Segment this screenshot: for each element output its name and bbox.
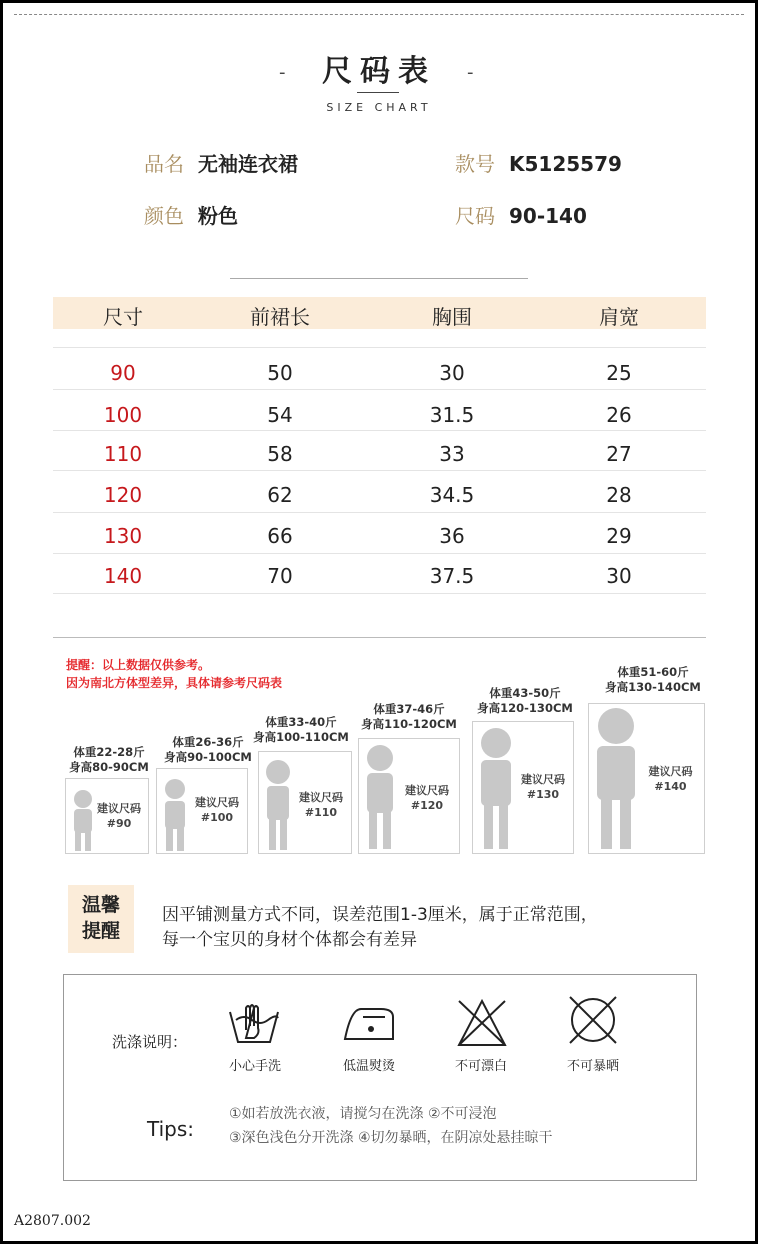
cell-size: 110 [103,442,143,466]
suggest-label: 建议尺码 [97,802,141,815]
row-divider [53,389,706,390]
badge-line-1: 温馨 [81,894,120,916]
child-silhouette-icon [591,706,641,851]
notice-line-2: 因为南北方体型差异，具体请参考尺码表 [66,676,283,690]
section-divider [230,278,528,279]
row-divider [53,470,706,471]
suggest-size: #130 [526,788,560,801]
cell-size: 140 [103,564,143,588]
no-tumble-dry-icon [566,993,620,1047]
row-divider [53,347,706,348]
kid-weight: 体重22-28斤 [73,745,145,759]
kid-weight-height [358,702,460,732]
kid-size-card [358,738,460,854]
style-number [455,148,622,177]
kid-size-card [65,778,149,854]
style-number-label: 款号 [455,152,495,176]
style-number-value: K5125579 [509,152,622,176]
row-divider [53,553,706,554]
kid-weight-height [64,745,154,775]
kid-size-card [156,768,248,854]
kid-weight-height [472,686,578,716]
hand-wash-label: 小心手洗 [228,1059,281,1074]
kid-size-card [588,703,705,854]
child-silhouette-icon [475,726,517,851]
kid-weight-height [160,735,256,765]
kid-size-card [258,751,352,854]
product-name [144,148,298,177]
child-silhouette-icon [261,758,295,852]
cell-size: 100 [103,403,143,427]
kid-size-suggestion [187,795,247,825]
product-name-value: 无袖连衣裙 [198,152,298,176]
warm-tip-text-2: 每一个宝贝的身材个体都会有差异 [162,930,417,950]
title-right-dash: - [467,62,474,83]
header-front-length: 前裙长 [250,305,310,329]
kid-size-suggestion [637,764,704,794]
cell-front-length: 58 [267,442,293,466]
tips-line-2: ③深色浅色分开洗涤 ④切勿暴晒，在阴凉处悬挂晾干 [229,1130,553,1146]
suggest-size: #110 [304,806,338,819]
suggest-label: 建议尺码 [195,796,239,809]
header-size: 尺寸 [103,305,143,329]
warm-tip-badge [68,885,134,953]
suggest-size: #120 [410,799,444,812]
title-row [0,46,758,90]
cell-size: 130 [103,524,143,548]
kid-height: 身高100-110CM [253,730,349,744]
row-divider [53,593,706,594]
suggest-size: #100 [200,811,234,824]
kid-weight: 体重37-46斤 [373,702,445,716]
kid-weight: 体重26-36斤 [172,735,244,749]
kid-height: 身高80-90CM [69,760,149,774]
kid-size-suggestion [90,801,148,831]
kid-height: 身高110-120CM [361,717,457,731]
cell-shoulder: 29 [606,524,632,548]
product-color-value: 粉色 [198,204,238,228]
no-tumble-dry-label: 不可暴晒 [566,1059,619,1074]
kid-weight-height [598,665,708,695]
low-iron-icon [341,1003,397,1043]
suggest-label: 建议尺码 [648,765,693,778]
size-range-label: 尺码 [455,204,495,228]
suggest-label: 建议尺码 [299,791,343,804]
size-range [455,200,587,229]
child-silhouette-icon [361,743,399,851]
page-subtitle: SIZE CHART [326,101,432,114]
badge-line-2: 提醒 [81,920,120,942]
notice-line-1: 提醒：以上数据仅供参考。 [66,658,211,672]
cell-chest: 30 [439,361,465,385]
cell-front-length: 62 [267,483,293,507]
product-color [144,200,238,229]
cell-shoulder: 25 [606,361,632,385]
cell-front-length: 70 [267,564,293,588]
cell-chest: 36 [439,524,465,548]
suggest-label: 建议尺码 [521,773,565,786]
cell-chest: 33 [439,442,465,466]
row-divider [53,430,706,431]
kid-weight-height [250,715,352,745]
suggest-label: 建议尺码 [405,784,449,797]
hand-wash-icon [226,1000,282,1046]
product-code-footer: A2807.002 [14,1213,91,1229]
suggest-size: #140 [654,780,687,793]
header-shoulder: 肩宽 [599,305,639,329]
warm-tip-text-1: 因平铺测量方式不同，误差范围1-3厘米，属于正常范围， [162,905,598,925]
tips-line-1: ①如若放洗衣液，请搅匀在洗涤 ②不可浸泡 [229,1106,497,1122]
kid-size-suggestion [513,772,573,802]
product-color-label: 颜色 [144,204,184,228]
cell-front-length: 54 [267,403,293,427]
kid-size-suggestion [291,790,351,820]
tips-title: Tips: [147,1117,195,1141]
header-chest: 胸围 [432,305,472,329]
kid-height: 身高130-140CM [605,680,701,694]
no-bleach-icon [455,997,509,1049]
kid-height: 身高120-130CM [477,701,573,715]
suggest-size: #90 [106,817,132,830]
cell-front-length: 66 [267,524,293,548]
cell-shoulder: 26 [606,403,632,427]
title-left-dash: - [279,62,286,83]
kid-height: 身高90-100CM [164,750,252,764]
cell-shoulder: 28 [606,483,632,507]
cell-shoulder: 27 [606,442,632,466]
cell-front-length: 50 [267,361,293,385]
no-bleach-label: 不可漂白 [454,1059,507,1074]
wash-title: 洗涤说明： [112,1033,188,1051]
kid-size-suggestion [395,783,459,813]
kid-weight: 体重43-50斤 [489,686,561,700]
cell-shoulder: 30 [606,564,632,588]
cell-size: 120 [103,483,143,507]
section-divider [53,637,706,638]
cell-chest: 34.5 [429,483,475,507]
page-title: 尺码表 [322,54,436,89]
title-underline [357,92,399,93]
cell-size: 90 [110,361,136,385]
row-divider [53,512,706,513]
low-iron-label: 低温熨烫 [342,1059,395,1074]
top-dashed-divider [14,14,744,15]
cell-chest: 37.5 [429,564,475,588]
size-range-value: 90-140 [509,204,587,228]
product-name-label: 品名 [144,152,184,176]
cell-chest: 31.5 [429,403,475,427]
kid-size-card [472,721,574,854]
kid-weight: 体重33-40斤 [265,715,337,729]
kid-weight: 体重51-60斤 [617,665,689,679]
